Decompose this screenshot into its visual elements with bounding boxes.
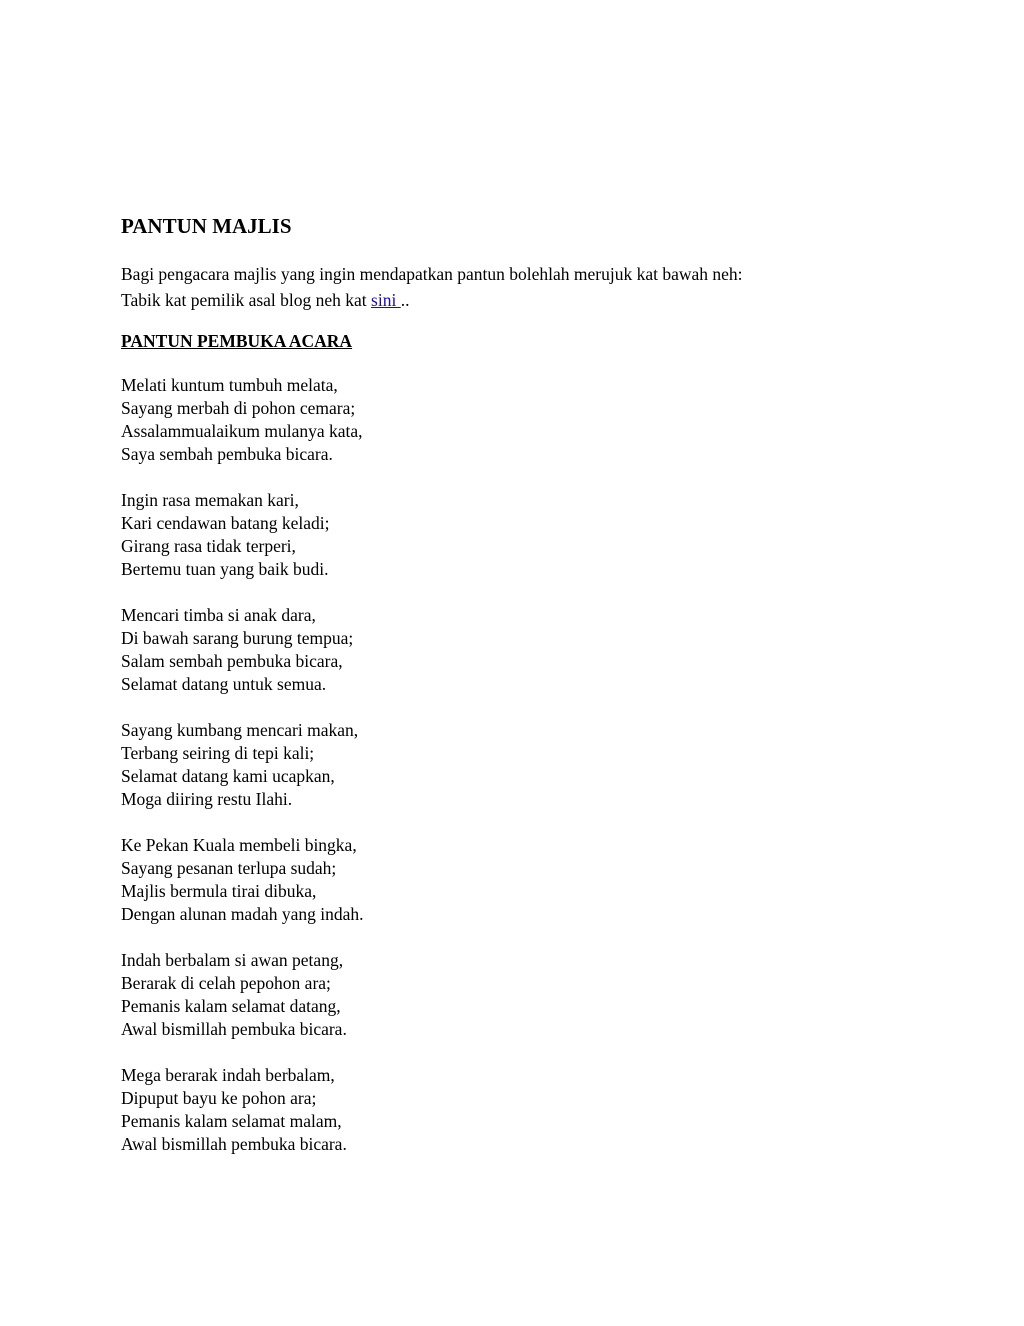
stanza-line: Pemanis kalam selamat malam, [121, 1111, 342, 1131]
intro-line-2-prefix: Tabik kat pemilik asal blog neh kat [121, 290, 372, 310]
stanza-line: Saya sembah pembuka bicara. [121, 444, 333, 464]
intro-line-1: Bagi pengacara majlis yang ingin mendapatkan pantun bolehlah merujuk kat bawah neh: [121, 264, 743, 284]
stanza-line: Mega berarak indah berbalam, [121, 1065, 335, 1085]
stanza-line: Majlis bermula tirai dibuka, [121, 881, 317, 901]
stanza-line: Sayang pesanan terlupa sudah; [121, 858, 337, 878]
document-page [121, 211, 921, 1179]
stanza-line: Dengan alunan madah yang indah. [121, 904, 364, 924]
stanza [121, 374, 921, 466]
stanza-line: Terbang seiring di tepi kali; [121, 743, 315, 763]
stanza [121, 719, 921, 811]
stanza-line: Selamat datang untuk semua. [121, 674, 327, 694]
section-title: PANTUN PEMBUKA ACARA [121, 331, 353, 351]
stanza-line: Ke Pekan Kuala membeli bingka, [121, 835, 357, 855]
source-blog-link[interactable]: sini [371, 290, 401, 310]
stanza-line: Moga diiring restu Ilahi. [121, 789, 293, 809]
stanza-line: Ingin rasa memakan kari, [121, 490, 299, 510]
stanza-line: Kari cendawan batang keladi; [121, 513, 330, 533]
stanza-line: Selamat datang kami ucapkan, [121, 766, 335, 786]
stanza-line: Sayang kumbang mencari makan, [121, 720, 359, 740]
stanza-line: Assalammualaikum mulanya kata, [121, 421, 363, 441]
stanza-line: Awal bismillah pembuka bicara. [121, 1019, 347, 1039]
intro-line-2-suffix: .. [400, 290, 410, 310]
stanza-list [121, 374, 921, 1156]
stanza-line: Dipuput bayu ke pohon ara; [121, 1088, 317, 1108]
stanza [121, 949, 921, 1041]
intro-paragraph [121, 261, 921, 313]
page-title: PANTUN MAJLIS [121, 214, 292, 238]
stanza [121, 1064, 921, 1156]
stanza-line: Sayang merbah di pohon cemara; [121, 398, 356, 418]
stanza [121, 604, 921, 696]
stanza-line: Bertemu tuan yang baik budi. [121, 559, 329, 579]
stanza-line: Indah berbalam si awan petang, [121, 950, 344, 970]
stanza-line: Salam sembah pembuka bicara, [121, 651, 343, 671]
stanza-line: Di bawah sarang burung tempua; [121, 628, 354, 648]
stanza [121, 834, 921, 926]
intro-line-2 [121, 287, 921, 313]
stanza-line: Awal bismillah pembuka bicara. [121, 1134, 347, 1154]
stanza-line: Girang rasa tidak terperi, [121, 536, 296, 556]
stanza-line: Mencari timba si anak dara, [121, 605, 316, 625]
stanza [121, 489, 921, 581]
stanza-line: Melati kuntum tumbuh melata, [121, 375, 338, 395]
stanza-line: Berarak di celah pepohon ara; [121, 973, 331, 993]
stanza-line: Pemanis kalam selamat datang, [121, 996, 341, 1016]
